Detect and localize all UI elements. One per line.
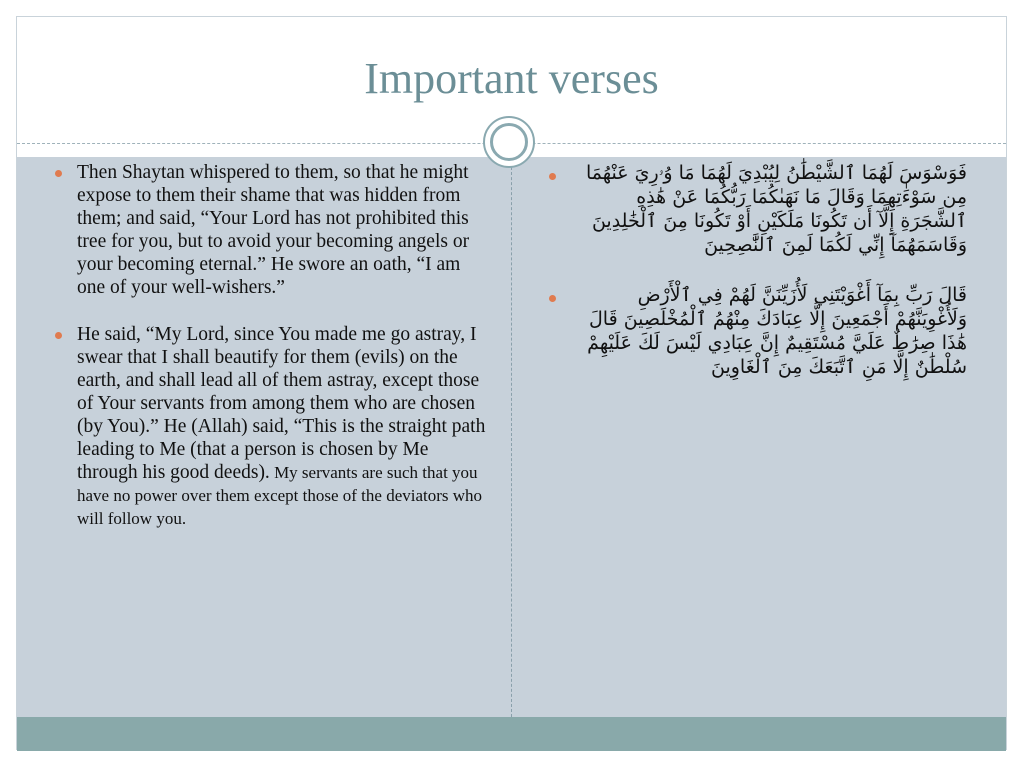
list-item xyxy=(47,161,487,299)
bullet-icon xyxy=(55,170,62,177)
english-verse-2-continuation: My servants are such that you have no power over them except those of the deviators who will follow you. xyxy=(77,463,483,528)
slide-title: Important verses xyxy=(364,54,659,103)
bullet-icon xyxy=(549,295,556,302)
arabic-verse-2: قَالَ رَبِّ بِمَآ أَغْوَيْتَنِي لَأُزَيِّنَنَّ لَهُمْ فِي ٱلْأَرْضِ وَلَأُغْوِيَنَّهُمْ أَجْمَعِينَ إِلَّا عِبَادَكَ مِنْهُمُ ٱلْمُخْلَصِينَ قَالَ هَٰذَا صِرَٰطٌ عَلَيَّ مُسْتَقِيمٌ إِنَّ عِبَادِي لَيْسَ لَكَ عَلَيْهِمْ سُلْطَٰنٌ إِلَّا مَنِ ٱتَّبَعَكَ مِنَ ٱلْغَاوِينَ xyxy=(587,284,967,378)
inner-ring xyxy=(490,123,528,161)
list-item xyxy=(47,323,487,530)
slide xyxy=(16,16,1007,750)
bullet-icon xyxy=(549,173,556,180)
english-verse-1: Then Shaytan whispered to them, so that he might expose to them their shame that was hidden from them; and said, “Your Lord has not prohibited this tree for you, but to avoid your becoming angels or your becoming eternal.” He swore an oath, “I am one of your well-wishers.” xyxy=(77,162,470,298)
bullet-icon xyxy=(55,332,62,339)
english-verse-2-main: He said, “My Lord, since You made me go astray, I swear that I shall beautify for them (evils) on the earth, and shall lead all of them astray, except those of Your servants from among them who are chosen (by You).” He (Allah) said, “This is the straight path leading to Me (that a person is chosen by Me through his good deeds). xyxy=(77,324,486,483)
content-area xyxy=(17,157,1006,717)
list-item xyxy=(547,283,967,379)
english-verse-2 xyxy=(77,323,487,530)
list-item xyxy=(547,161,967,257)
english-column xyxy=(47,161,487,554)
footer-bar xyxy=(17,717,1006,751)
arabic-column xyxy=(547,161,967,405)
arabic-verse-1: فَوَسْوَسَ لَهُمَا ٱلشَّيْطَٰنُ لِيُبْدِيَ لَهُمَا مَا وُۥرِيَ عَنْهُمَا مِن سَوْءَٰتِهِمَا وَقَالَ مَا نَهَىٰكُمَا رَبُّكُمَا عَنْ هَٰذِهِ ٱلشَّجَرَةِ إِلَّآ أَن تَكُونَا مَلَكَيْنِ أَوْ تَكُونَا مِنَ ٱلْخَٰلِدِينَ وَقَاسَمَهُمَآ إِنِّي لَكُمَا لَمِنَ ٱلنَّٰصِحِينَ xyxy=(585,162,967,256)
title-ornament-circle-icon xyxy=(483,116,535,168)
column-divider xyxy=(511,157,512,717)
